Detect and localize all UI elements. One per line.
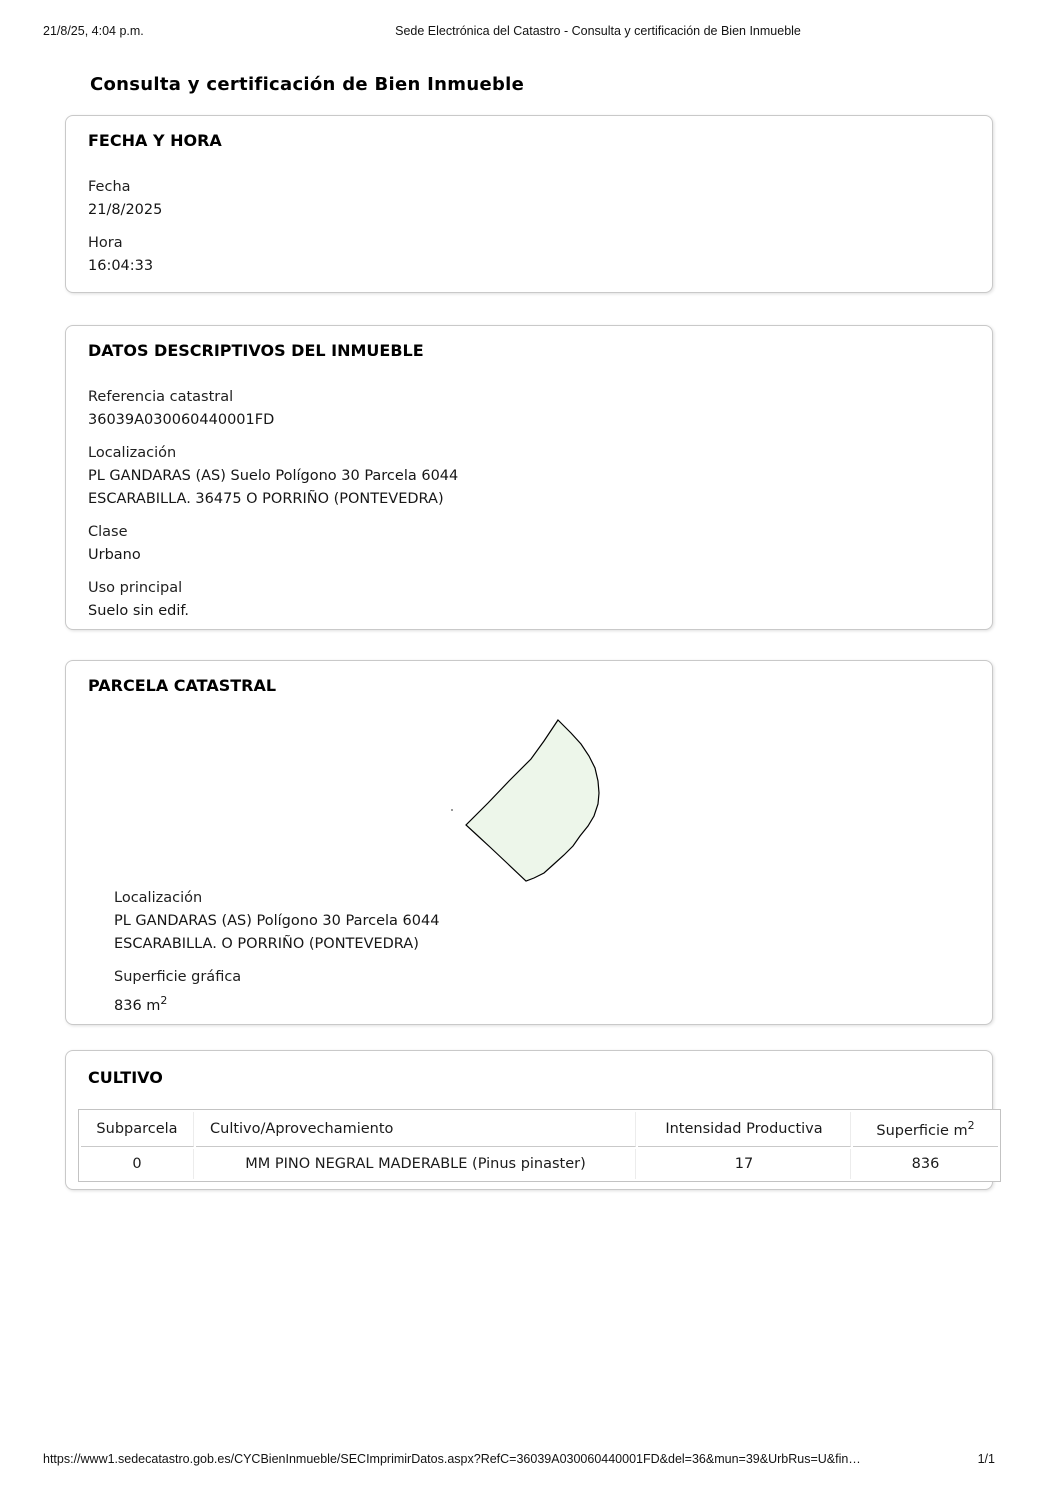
- print-footer-url: https://www1.sedecatastro.gob.es/CYCBienInmueble/SECImprimirDatos.aspx?RefC=36039A030060440001FD&del=36&mun=39&UrbRus=U&fin…: [43, 1452, 861, 1466]
- print-header-datetime: 21/8/25, 4:04 p.m.: [43, 24, 144, 38]
- section-title-fecha-y-hora: FECHA Y HORA: [88, 131, 222, 150]
- superficie-superscript: 2: [160, 994, 168, 1007]
- clase-value: Urbano: [88, 547, 141, 563]
- section-title-parcela-catastral: PARCELA CATASTRAL: [88, 676, 277, 695]
- parcel-map-canvas: [88, 701, 972, 883]
- parcela-localizacion-label: Localización: [114, 890, 203, 906]
- cell-intensidad-productiva: 17: [638, 1149, 851, 1179]
- referencia-catastral-label: Referencia catastral: [88, 389, 234, 405]
- superficie-grafica-value: 836 $m^2$: [114, 994, 168, 1014]
- fecha-label: Fecha: [88, 179, 131, 195]
- field-uso-principal: [88, 577, 970, 623]
- field-fecha: [88, 176, 970, 222]
- clase-label: Clase: [88, 524, 128, 540]
- field-parcela-localizacion: [114, 887, 970, 956]
- hora-label: Hora: [88, 235, 123, 251]
- cell-superficie: 836: [911, 1156, 940, 1172]
- field-superficie-grafica: [114, 966, 970, 1018]
- fecha-value: 21/8/2025: [88, 202, 163, 218]
- cell-cultivo-aprovechamiento: MM PINO NEGRAL MADERABLE (Pinus pinaster): [196, 1149, 636, 1179]
- parcela-localizacion-line-2: ESCARABILLA. O PORRIÑO (PONTEVEDRA): [114, 936, 419, 952]
- cultivo-table: [78, 1109, 1001, 1182]
- print-footer-page-number: 1/1: [977, 1452, 995, 1466]
- field-hora: [88, 232, 970, 278]
- localizacion-line-1: PL GANDARAS (AS) Suelo Polígono 30 Parcela 6044: [88, 468, 459, 484]
- page-title: Consulta y certificación de Bien Inmueble: [90, 74, 525, 95]
- section-title-cultivo: CULTIVO: [88, 1068, 163, 1087]
- section-parcela-catastral: [65, 660, 993, 1025]
- localizacion-label: Localización: [88, 445, 177, 461]
- uso-principal-value: Suelo sin edif.: [88, 603, 190, 619]
- parcel-shape: [466, 720, 599, 881]
- section-cultivo: [65, 1050, 993, 1190]
- column-header-superficie: Superficie $m^2$: [853, 1112, 998, 1147]
- column-header-subparcela: Subparcela: [81, 1112, 194, 1147]
- superficie-grafica-label: Superficie gráfica: [114, 969, 242, 985]
- section-datos-descriptivos: [65, 325, 993, 630]
- section-title-datos-descriptivos: DATOS DESCRIPTIVOS DEL INMUEBLE: [88, 341, 424, 360]
- field-localizacion: [88, 442, 970, 511]
- hora-value: 16:04:33: [88, 258, 154, 274]
- uso-principal-label: Uso principal: [88, 580, 183, 596]
- cell-subparcela: 0: [81, 1149, 194, 1179]
- referencia-catastral-value: 36039A030060440001FD: [88, 412, 275, 428]
- map-marker-dot: [451, 809, 453, 811]
- print-footer: [43, 1452, 995, 1466]
- field-clase: [88, 521, 970, 567]
- section-fecha-y-hora: [65, 115, 993, 293]
- localizacion-line-2: ESCARABILLA. 36475 O PORRIÑO (PONTEVEDRA): [88, 491, 444, 507]
- parcela-localizacion-line-1: PL GANDARAS (AS) Polígono 30 Parcela 6044: [114, 913, 440, 929]
- cultivo-table-row: [81, 1149, 998, 1179]
- column-header-cultivo-aprovechamiento: Cultivo/Aprovechamiento: [196, 1112, 636, 1147]
- cultivo-table-header-row: [81, 1112, 998, 1147]
- column-header-intensidad-productiva: Intensidad Productiva: [638, 1112, 851, 1147]
- parcel-map: [88, 701, 972, 883]
- superficie-header-superscript: 2: [967, 1119, 975, 1133]
- field-referencia-catastral: [88, 386, 970, 432]
- print-header-title: Sede Electrónica del Catastro - Consulta y certificación de Bien Inmueble: [395, 24, 801, 38]
